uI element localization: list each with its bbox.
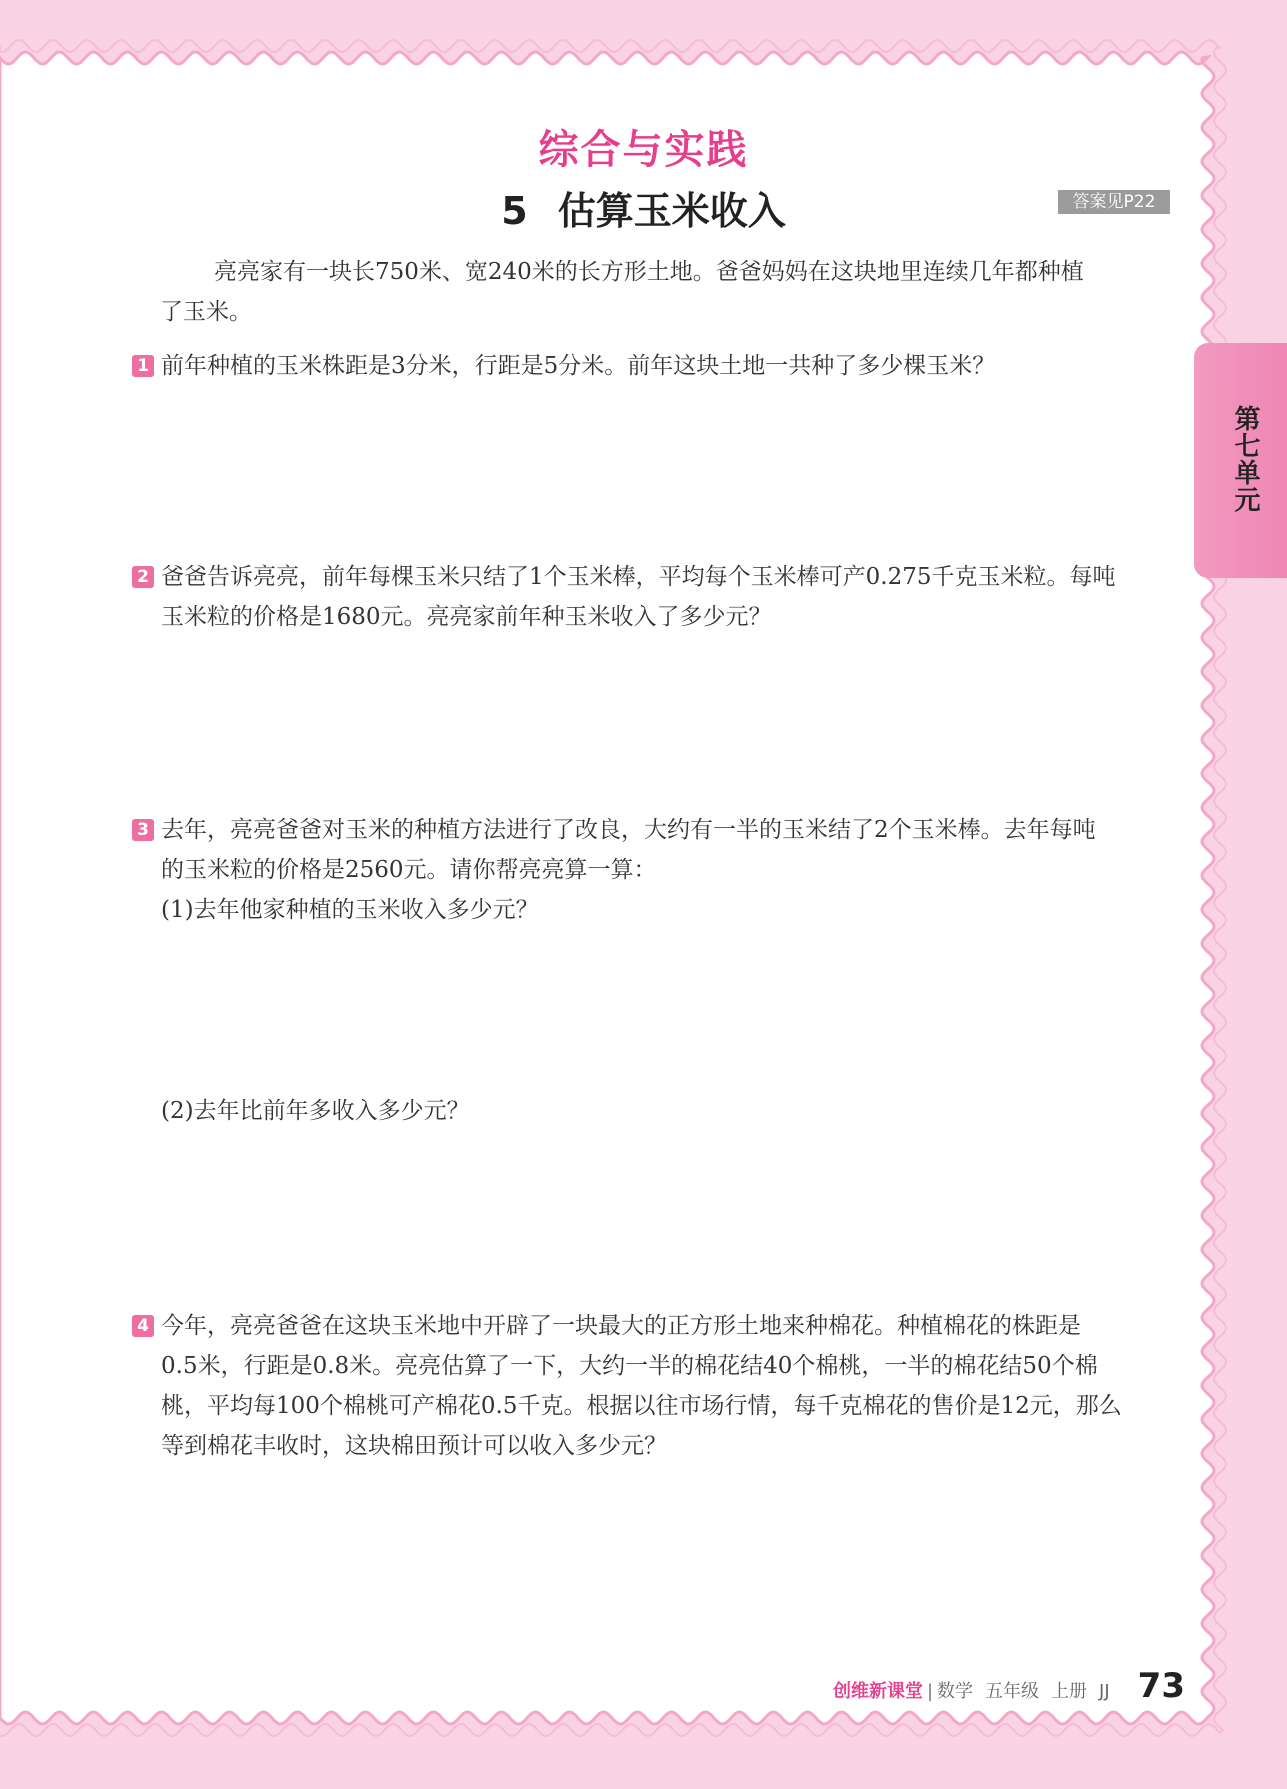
question-number-badge: 4 bbox=[132, 1315, 154, 1337]
question-number-badge: 3 bbox=[132, 819, 154, 841]
unit-side-tab bbox=[1194, 343, 1287, 578]
question-1-line-1: 前年种植的玉米株距是3分米，行距是5分米。前年这块土地一共种了多少棵玉米？ bbox=[161, 353, 996, 379]
footer-volume: 上册 bbox=[1051, 1681, 1088, 1702]
question-3-line-1: 去年，亮亮爸爸对玉米的种植方法进行了改良，大约有一半的玉米结了2个玉米棒。去年每吨 bbox=[161, 817, 1096, 843]
question-number-badge: 1 bbox=[132, 355, 154, 377]
question-2-line-2: 玉米粒的价格是1680元。亮亮家前年种玉米收入了多少元？ bbox=[161, 604, 772, 630]
question-3-line-2: 的玉米粒的价格是2560元。请你帮亮亮算一算： bbox=[161, 857, 657, 883]
question-4-line-1: 今年，亮亮爸爸在这块玉米地中开辟了一块最大的正方形土地来种棉花。种植棉花的株距是 bbox=[161, 1313, 1081, 1339]
question-4-line-2: 0.5米，行距是0.8米。亮亮估算了一下，大约一半的棉花结40个棉桃，一半的棉花结50个棉 bbox=[161, 1353, 1098, 1379]
question-4-line-3: 桃，平均每100个棉桃可产棉花0.5千克。根据以往市场行情，每千克棉花的售价是12元，那么 bbox=[161, 1393, 1122, 1419]
footer-separator: | bbox=[926, 1681, 934, 1702]
footer-grade: 五年级 bbox=[985, 1681, 1040, 1702]
question-number-badge: 2 bbox=[132, 566, 154, 588]
section-title: 综合与实践 bbox=[538, 127, 749, 173]
page-footer bbox=[833, 1666, 1185, 1706]
unit-label: 第七单元 bbox=[1230, 405, 1260, 513]
intro-line-1: 亮亮家有一块长750米、宽240米的长方形土地。爸爸妈妈在这块地里连续几年都种植 bbox=[214, 259, 1084, 285]
intro-line-2: 了玉米。 bbox=[160, 299, 252, 325]
question-3-subquestion-2: (2)去年比前年多收入多少元？ bbox=[161, 1098, 470, 1124]
footer-brand: 创维新课堂 bbox=[832, 1681, 923, 1702]
footer-edition: JJ bbox=[1099, 1681, 1110, 1702]
page-number: 73 bbox=[1137, 1666, 1185, 1706]
answer-reference-badge: 答案见P22 bbox=[1058, 190, 1170, 214]
question-4-line-4: 等到棉花丰收时，这块棉田预计可以收入多少元？ bbox=[161, 1433, 667, 1459]
lesson-number: 5 bbox=[501, 189, 528, 233]
lesson-name: 估算玉米收入 bbox=[557, 189, 786, 233]
footer-subject: 数学 bbox=[937, 1681, 974, 1702]
question-2-line-1: 爸爸告诉亮亮，前年每棵玉米只结了1个玉米棒，平均每个玉米棒可产0.275千克玉米粒。每吨 bbox=[161, 564, 1116, 590]
question-3-subquestion-1: (1)去年他家种植的玉米收入多少元？ bbox=[161, 897, 539, 923]
